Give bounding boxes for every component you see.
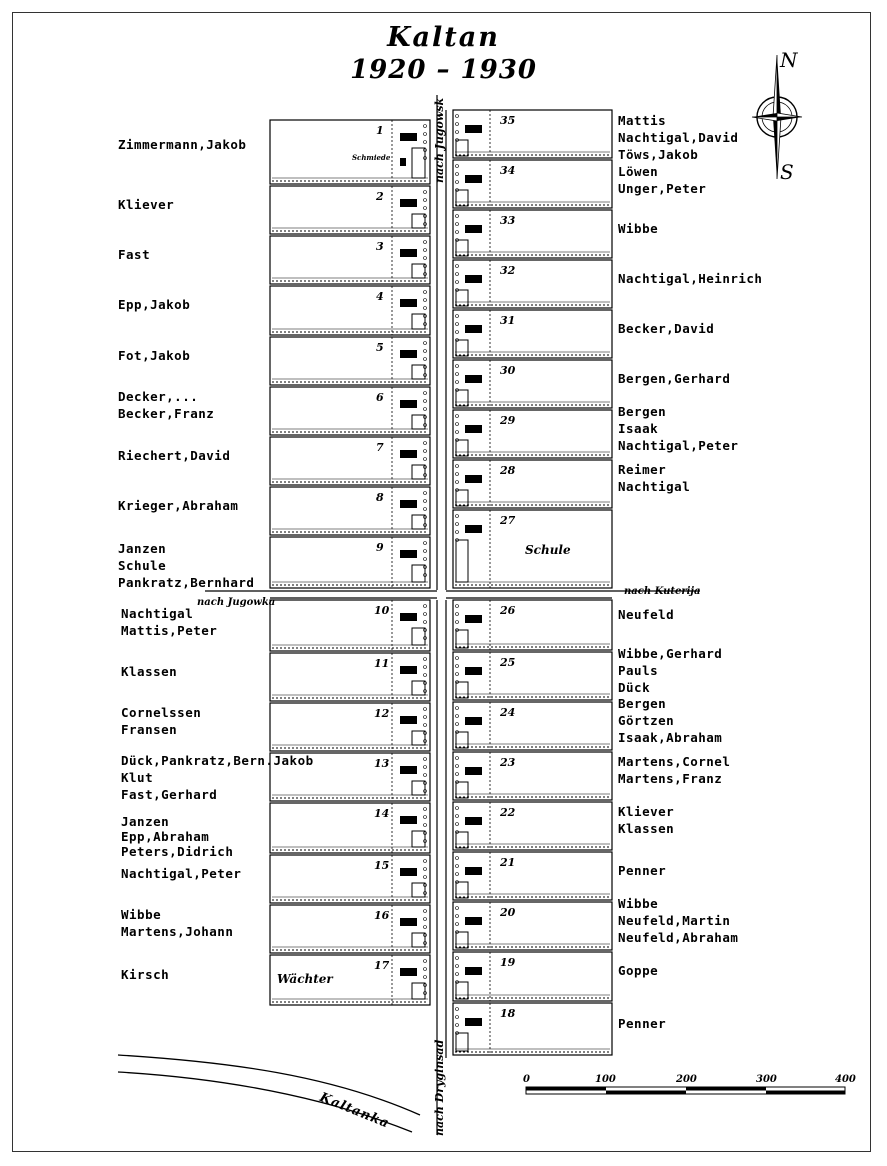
plot-7 [270,437,430,485]
right-resident-name: Görtzen [618,712,675,728]
plot-number: 23 [500,756,516,769]
left-resident-name: Fast [118,246,151,262]
right-resident-name: Martens,Franz [618,771,723,786]
school-label: Schule [525,543,571,557]
scale-label-0: 0 [523,1074,530,1085]
plot-3 [270,236,430,284]
right-resident-name: Penner [618,1015,667,1031]
plot-21 [453,852,612,900]
right-resident-name: Bergen [618,403,667,419]
right-resident-name: Reimer [618,462,667,477]
plot-number: 7 [376,441,384,454]
plot-number: 9 [376,541,384,554]
scale-label-300: 300 [756,1074,777,1085]
plot-34 [453,160,612,208]
plot-33 [453,210,612,258]
road-label-south: nach Dryginsad [433,1039,446,1136]
left-resident-name: Janzen [118,541,167,556]
left-resident-name: Klut [121,770,154,785]
left-resident-name: Nachtigal,Peter [121,865,242,881]
plot-number: 26 [500,604,516,617]
plot-number: 18 [500,1007,516,1020]
road-label-north: nach Jugowsk [433,97,446,183]
plot-12 [270,703,430,751]
compass-south-label: S [780,160,794,184]
watchman-label: Wächter [277,972,333,986]
plot-number: 1 [376,124,384,137]
right-resident-name: Unger,Peter [618,181,707,196]
left-resident-name: Fast,Gerhard [121,787,218,802]
plot-number: 17 [374,959,390,972]
right-resident-name: Mattis [618,113,667,128]
right-resident-name: Neufeld [618,607,675,622]
plot-number: 31 [500,314,516,327]
plot-number: 16 [374,909,390,922]
left-resident-name: Kirsch [121,966,170,982]
plot-5 [270,337,430,385]
plot-number: 8 [376,491,384,504]
plot-2 [270,186,430,234]
plot-11 [270,653,430,701]
plot-4 [270,286,430,335]
left-resident-name: Klassen [121,663,178,679]
right-resident-name: Pauls [618,662,659,678]
left-resident-name: Decker,... [118,389,199,404]
right-resident-name: Neufeld,Abraham [618,929,739,945]
map-subtitle: 1920 – 1930 [350,55,537,85]
plot-number: 13 [374,757,390,770]
river-label: Kaltanka [317,1090,392,1132]
left-resident-name: Epp,Jakob [118,297,191,312]
plot-14 [270,803,430,853]
plot-9 [270,537,430,588]
plot-16 [270,905,430,953]
right-resident-name: Isaak,Abraham [618,729,723,745]
right-resident-name: Dück [618,679,651,695]
right-resident-name: Nachtigal,David [618,130,739,145]
plot-number: 5 [376,341,384,354]
right-resident-name: Bergen [618,695,667,711]
plot-24 [453,702,612,750]
right-resident-name: Kliever [618,804,675,819]
left-resident-name: Martens,Johann [121,924,234,939]
plot-25 [453,652,612,700]
left-resident-name: Mattis,Peter [121,623,218,638]
plot-22 [453,802,612,850]
right-resident-name: Wibbe,Gerhard [618,645,723,661]
right-resident-name: Wibbe [618,895,659,911]
plot-6 [270,387,430,435]
compass-rose [752,55,802,179]
plot-30 [453,360,612,408]
left-resident-name: Dück,Pankratz,Bern.Jakob [121,753,314,768]
road-label-east: nach Kuterija [624,586,701,597]
plot-number: 20 [500,906,516,919]
right-resident-name: Klassen [618,821,675,836]
plot-number: 12 [374,707,390,720]
left-resident-name: Krieger,Abraham [118,497,239,513]
plot-20 [453,902,612,950]
plot-number: 15 [374,859,390,872]
right-resident-name: Martens,Cornel [618,754,731,769]
right-resident-name: Nachtigal,Heinrich [618,270,763,286]
left-resident-name: Cornelssen [121,705,202,720]
left-resident-name: Wibbe [121,907,162,922]
plot-number: 35 [500,114,516,127]
plot-31 [453,310,612,358]
river-bank-north [118,1055,420,1115]
plot-number: 4 [376,290,384,303]
scale-label-400: 400 [835,1074,856,1085]
right-resident-name: Bergen,Gerhard [618,370,731,386]
left-resident-name: Fot,Jakob [118,347,191,363]
right-resident-name: Töws,Jakob [618,147,699,162]
plot-number: 14 [374,807,390,820]
plot-8 [270,487,430,535]
scale-label-200: 200 [676,1074,697,1085]
plot-35 [453,110,612,158]
left-resident-name: Zimmermann,Jakob [118,137,247,152]
plot-number: 11 [374,657,390,670]
plot-number: 27 [500,514,516,527]
plot-32 [453,260,612,308]
plot-number: 3 [376,240,384,253]
plot-28 [453,460,612,508]
compass-north-label: N [780,48,798,72]
plot-10 [270,600,430,651]
plot-number: 22 [500,806,516,819]
plot-number: 34 [500,164,516,177]
plot-number: 21 [500,856,516,869]
left-resident-name: Schule [118,558,167,573]
right-resident-name: Neufeld,Martin [618,912,731,928]
left-resident-name: Becker,Franz [118,406,215,421]
plot-number: 29 [500,414,516,427]
plot-15 [270,855,430,903]
plot-1 [270,120,430,184]
left-resident-name: Janzen [121,814,170,829]
right-resident-name: Becker,David [618,320,715,336]
right-resident-name: Penner [618,862,667,878]
right-resident-name: Isaak [618,420,659,436]
left-resident-name: Riechert,David [118,447,231,463]
right-resident-name: Goppe [618,963,659,978]
road-label-west: nach Jugowka [197,597,276,608]
plot-number: 19 [500,956,516,969]
plot-26 [453,600,612,650]
smithy-label: Schmiede [352,153,391,162]
scale-bar [526,1087,845,1094]
left-resident-name: Nachtigal [121,606,194,621]
plot-number: 28 [500,464,516,477]
plot-number: 30 [500,364,516,377]
left-resident-name: Epp,Abraham [121,829,210,844]
plot-29 [453,410,612,458]
right-resident-name: Wibbe [618,220,659,236]
left-resident-name: Pankratz,Bernhard [118,575,255,590]
plot-number: 24 [500,706,516,719]
plot-19 [453,952,612,1001]
left-resident-name: Peters,Didrich [121,844,234,859]
scale-label-100: 100 [595,1074,616,1085]
map-title: Kaltan [387,22,500,53]
plot-number: 2 [376,190,384,203]
plot-number: 32 [500,264,516,277]
plot-number: 25 [500,656,516,669]
plot-number: 10 [374,604,390,617]
right-resident-name: Nachtigal,Peter [618,437,739,453]
plot-number: 6 [376,391,384,404]
right-resident-name: Nachtigal [618,479,691,494]
plot-number: 33 [500,214,516,227]
right-resident-name: Löwen [618,164,659,179]
plot-23 [453,752,612,800]
left-resident-name: Kliever [118,196,175,212]
left-resident-name: Fransen [121,722,178,737]
plot-18 [453,1003,612,1055]
